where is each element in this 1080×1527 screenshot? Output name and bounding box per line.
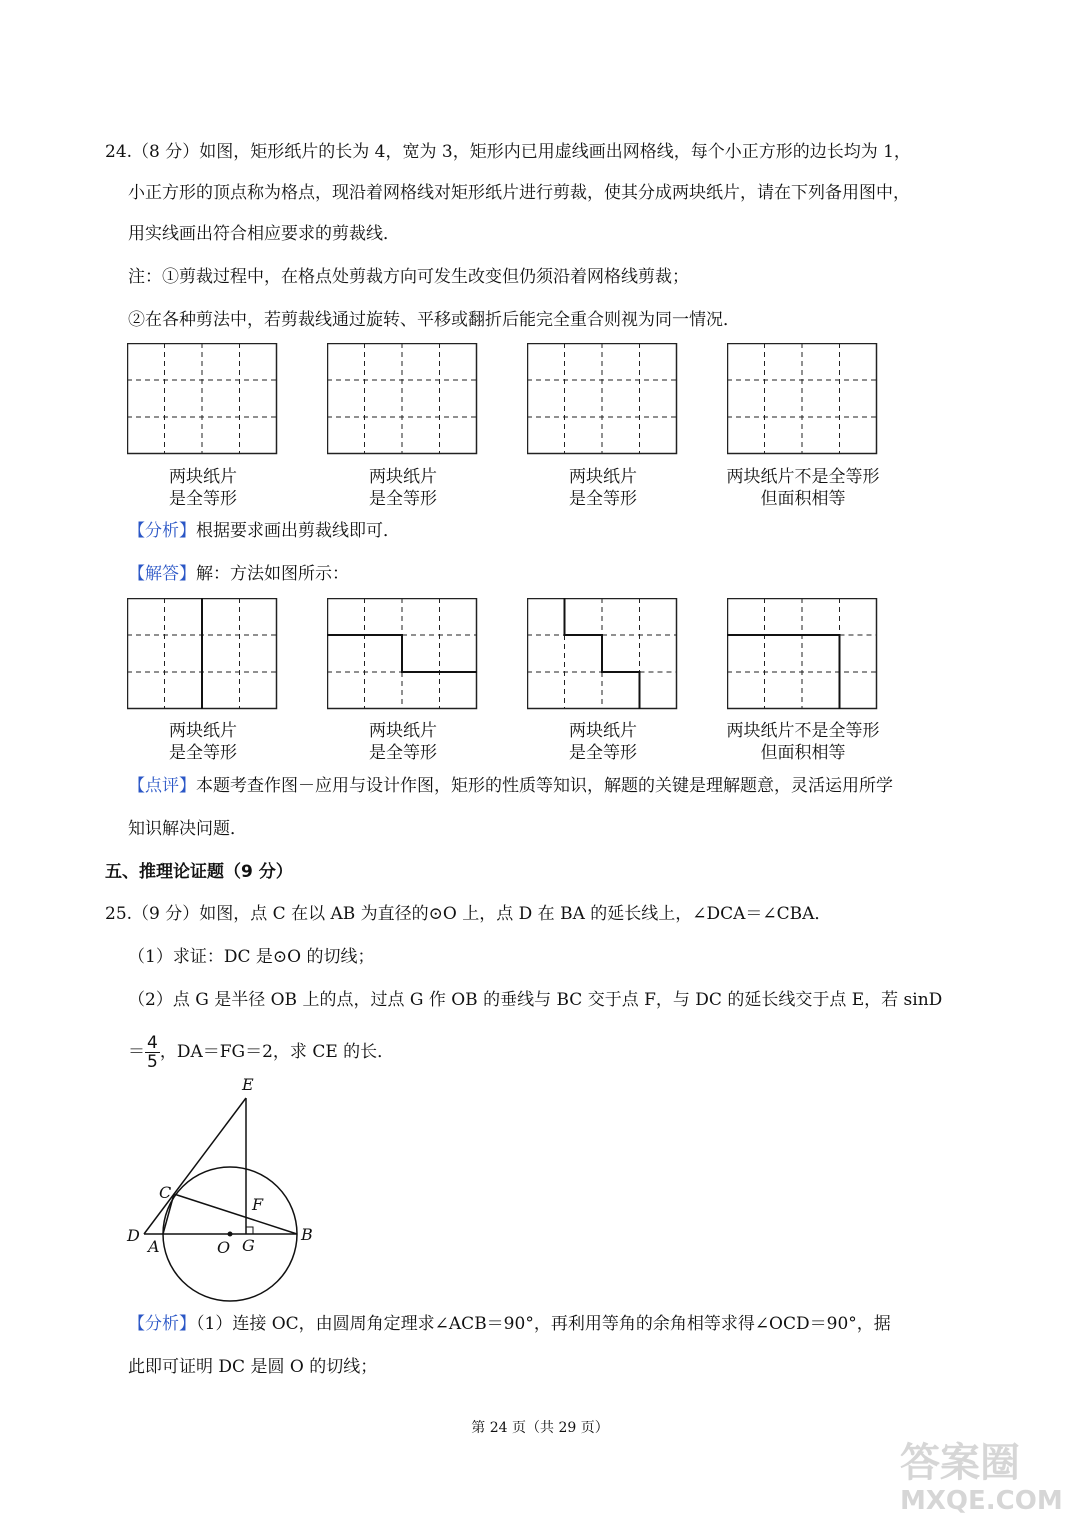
q25-analysis1: 【分析】（1）连接 OC，由圆周角定理求∠ACB＝90°，再利用等角的余角相等求得∠OCD＝90°，据	[128, 1314, 891, 1334]
q24-review1: 【点评】本题考查作图－应用与设计作图，矩形的性质等知识，解题的关键是理解题意，灵活运用所学	[128, 776, 893, 796]
caption-1: 两块纸片 是全等形	[169, 467, 237, 509]
cut-line	[327, 635, 477, 672]
q25-part2: （2）点 G 是半径 OB 上的点，过点 G 作 OB 的垂线与 BC 交于点 F，与 DC 的延长线交于点 E，若 sinD	[128, 990, 943, 1010]
blank-grid-3	[527, 343, 678, 455]
blank-grid-4	[727, 343, 878, 455]
label-f: F	[252, 1195, 264, 1214]
answer-grid-1	[127, 598, 278, 710]
q25-analysis2: 此即可证明 DC 是圆 O 的切线；	[128, 1357, 378, 1377]
q24-note2: ②在各种剪法中，若剪裁线通过旋转、平移或翻折后能完全重合则视为同一情况．	[128, 310, 740, 330]
answer-caption-3: 两块纸片 是全等形	[569, 721, 637, 763]
center-point	[228, 1232, 233, 1237]
fraction-four-fifths: $\frac{4}{5}$	[147, 1033, 158, 1072]
watermark: 答案圈 MXQE.COM	[900, 1440, 1063, 1516]
caption-3: 两块纸片 是全等形	[569, 467, 637, 509]
label-e: E	[242, 1075, 254, 1094]
blank-grid-2	[327, 343, 478, 455]
label-c: C	[159, 1183, 172, 1202]
section-heading: 五、推理论证题（9 分）	[105, 862, 293, 882]
answer-caption-2: 两块纸片 是全等形	[369, 721, 437, 763]
q24-line2: 小正方形的顶点称为格点，现沿着网格线对矩形纸片进行剪裁，使其分成两块纸片，请在下列备用图中，	[128, 183, 910, 203]
answer-grid-4	[727, 598, 878, 710]
right-angle-mark	[246, 1227, 253, 1234]
q24-line1: 24.（8 分）如图，矩形纸片的长为 4，宽为 3，矩形内已用虚线画出网格线，每个小正方形的边长均为 1，	[105, 142, 911, 162]
label-o: O	[217, 1238, 231, 1257]
q24-review2: 知识解决问题．	[128, 819, 247, 839]
label-a: A	[148, 1237, 160, 1256]
page-footer: 第 24 页（共 29 页）	[471, 1420, 609, 1436]
answer-caption-4: 两块纸片不是全等形 但面积相等	[726, 721, 880, 763]
caption-4: 两块纸片不是全等形 但面积相等	[726, 467, 880, 509]
q24-analysis: 【分析】根据要求画出剪裁线即可．	[128, 521, 400, 541]
q24-answer: 【解答】解：方法如图所示：	[128, 564, 349, 584]
blank-grid-1	[127, 343, 278, 455]
answer-grid-3	[527, 598, 678, 710]
segment-de	[144, 1098, 246, 1234]
label-d: D	[127, 1226, 140, 1245]
label-b: B	[301, 1225, 313, 1244]
q25-line1: 25.（9 分）如图，点 C 在以 AB 为直径的⊙O 上，点 D 在 BA 的延长线上，∠DCA＝∠CBA．	[105, 904, 832, 924]
q24-line3: 用实线画出符合相应要求的剪裁线．	[128, 224, 400, 244]
segment-cb	[174, 1194, 297, 1234]
q25-part2b: ＝ $\frac{4}{5}$ ，DA＝FG＝2，求 CE 的长．	[128, 1033, 395, 1072]
label-g: G	[242, 1236, 255, 1255]
circle-figure	[115, 1070, 330, 1310]
answer-grid-2	[327, 598, 478, 710]
caption-2: 两块纸片 是全等形	[369, 467, 437, 509]
q25-part1: （1）求证：DC 是⊙O 的切线；	[128, 947, 375, 967]
q24-note1: 注：①剪裁过程中，在格点处剪裁方向可发生改变但仍须沿着网格线剪裁；	[128, 267, 689, 287]
answer-caption-1: 两块纸片 是全等形	[169, 721, 237, 763]
